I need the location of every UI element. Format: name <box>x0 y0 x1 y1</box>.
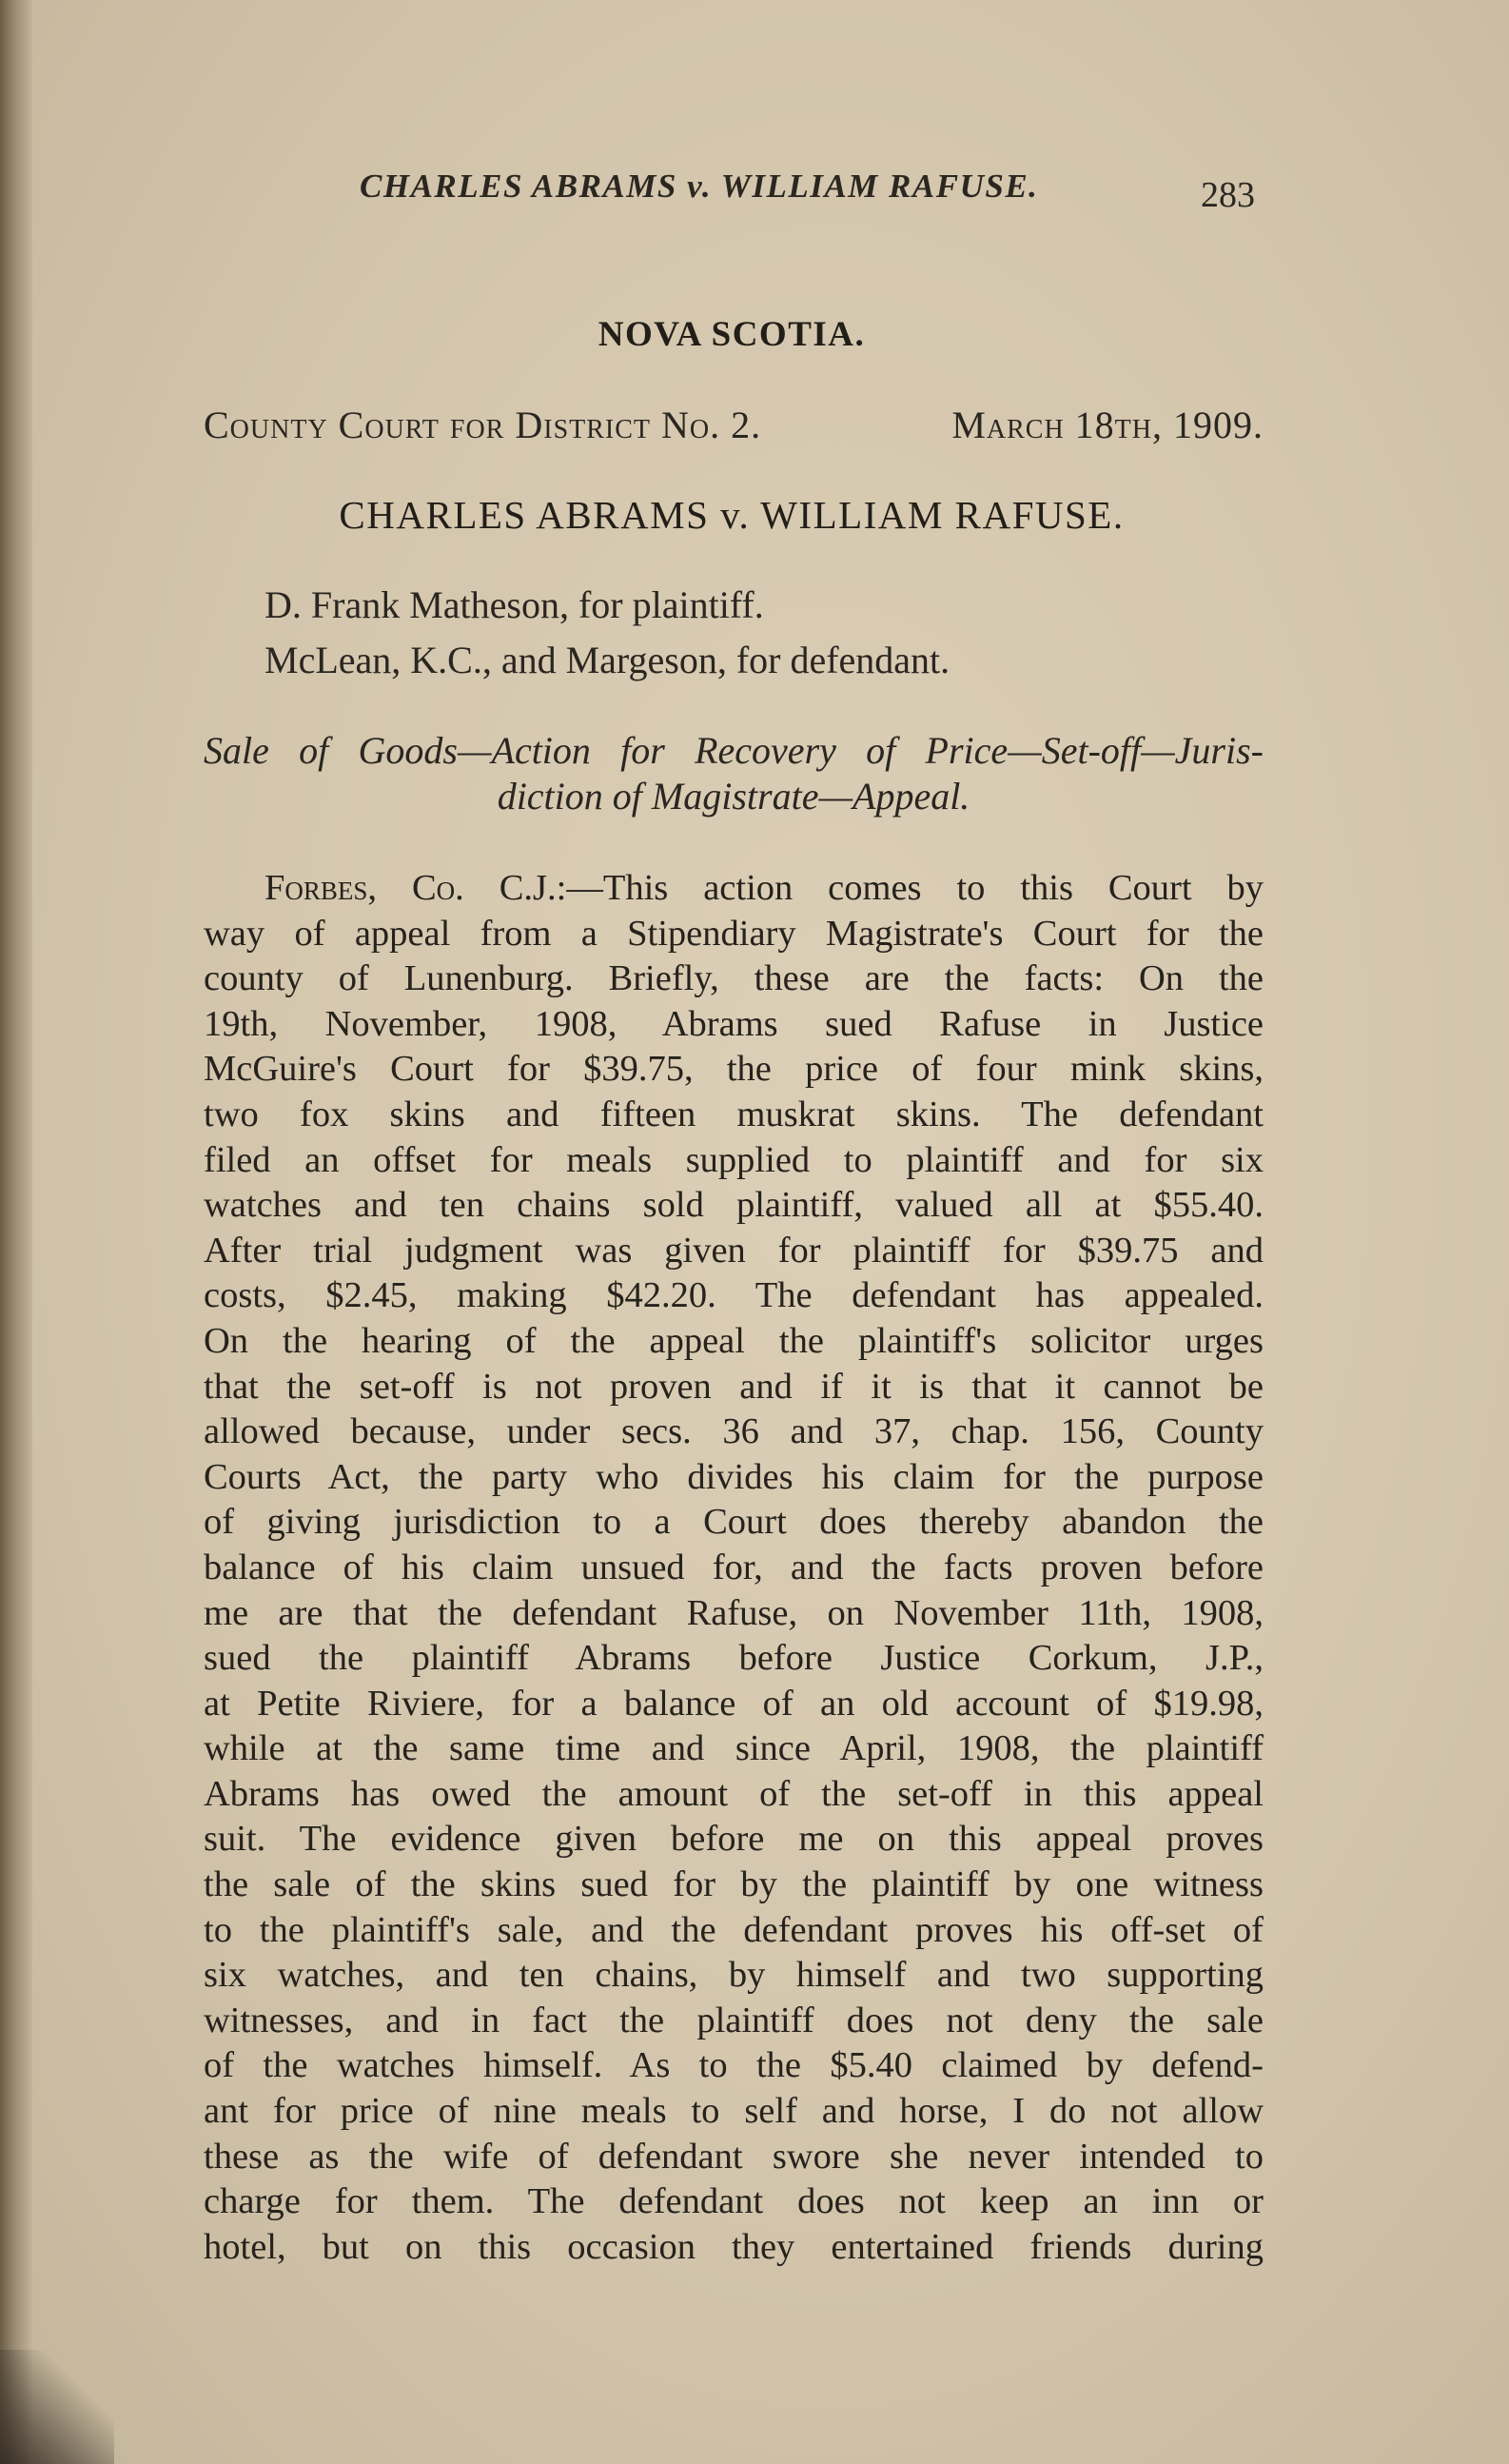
headnote-line: diction of Magistrate—Appeal. <box>497 775 970 818</box>
judgment-line <box>204 866 1264 912</box>
judgment-line: costs, $2.45, making $42.20. The defendant has appealed. <box>204 1275 1264 1316</box>
corner-shadow <box>0 2350 114 2464</box>
judgment-line: me are that the defendant Rafuse, on November 11th, 1908, <box>204 1592 1264 1633</box>
judgment-line: hotel, but on this occasion they entertained friends during <box>204 2226 1264 2267</box>
judgment-line: these as the wife of defendant swore she never intended to <box>204 2136 1264 2177</box>
judgment-line: at Petite Riviere, for a balance of an old account of $19.98, <box>204 1683 1264 1724</box>
judgment-line: sued the plaintiff Abrams before Justice Corkum, J.P., <box>204 1638 1264 1679</box>
book-spine-shadow <box>0 0 32 2464</box>
judgment-line: the sale of the skins sued for by the plaintiff by one witness <box>204 1864 1264 1905</box>
judgment-line: of the watches himself. As to the $5.40 claimed by defend- <box>204 2045 1264 2086</box>
judgment-line: of giving jurisdiction to a Court does thereby abandon the <box>204 1502 1264 1543</box>
judgment-line: On the hearing of the appeal the plaintiff's solicitor urges <box>204 1320 1264 1361</box>
judgment-line: charge for them. The defendant does not keep an inn or <box>204 2181 1264 2222</box>
judgment-line: six watches, and ten chains, by himself and two supporting <box>204 1955 1264 1996</box>
judgment-line: way of appeal from a Stipendiary Magistrate's Court for the <box>204 913 1264 954</box>
court-name: County Court for District No. 2. <box>204 404 762 446</box>
judgment-line-text: :—This action comes to this Court by <box>556 868 1264 908</box>
judgment-line: watches and ten chains sold plaintiff, valued all at $55.40. <box>204 1185 1264 1226</box>
judgment-line: McGuire's Court for $39.75, the price of four mink skins, <box>204 1049 1264 1090</box>
judgment-line: Abrams has owed the amount of the set-off in this appeal <box>204 1773 1264 1814</box>
judgment-line: two fox skins and fifteen muskrat skins. The defendant <box>204 1094 1264 1134</box>
judgment-line: allowed because, under secs. 36 and 37, chap. 156, County <box>204 1411 1264 1452</box>
judgment-line: filed an offset for meals supplied to plaintiff and for six <box>204 1139 1264 1180</box>
plaintiff-counsel: D. Frank Matheson, for plaintiff. <box>265 583 764 626</box>
court-line <box>204 403 1264 447</box>
judgment-line: witnesses, and in fact the plaintiff does not deny the sale <box>204 2000 1264 2040</box>
case-title: CHARLES ABRAMS v. WILLIAM RAFUSE. <box>339 493 1125 537</box>
judge-name: Forbes, Co. C.J. <box>265 868 557 908</box>
judgment-text <box>204 866 1264 2270</box>
headnote-line: Sale of Goods—Action for Recovery of Price—Set-off—Juris- <box>204 729 1264 772</box>
judgment-line: ant for price of nine meals to self and horse, I do not allow <box>204 2091 1264 2132</box>
judgment-line: 19th, November, 1908, Abrams sued Rafuse in Justice <box>204 1003 1264 1044</box>
headnote <box>204 728 1264 819</box>
judgment-line: county of Lunenburg. Briefly, these are the facts: On the <box>204 958 1264 999</box>
judgment-line: suit. The evidence given before me on this appeal proves <box>204 1819 1264 1860</box>
judgment-line: to the plaintiff's sale, and the defendant proves his off-set of <box>204 1909 1264 1950</box>
page-number: 283 <box>1201 175 1255 215</box>
judgment-line: while at the same time and since April, 1908, the plaintiff <box>204 1728 1264 1769</box>
judgment-line: that the set-off is not proven and if it is that it cannot be <box>204 1366 1264 1407</box>
judgment-line: After trial judgment was given for plaintiff for $39.75 and <box>204 1230 1264 1271</box>
jurisdiction-heading: NOVA SCOTIA. <box>598 315 866 354</box>
defendant-counsel: McLean, K.C., and Margeson, for defendant. <box>265 639 950 681</box>
running-head: CHARLES ABRAMS v. WILLIAM RAFUSE. <box>360 168 1039 205</box>
court-date: March 18th, 1909. <box>951 404 1264 446</box>
judgment-line: balance of his claim unsued for, and the facts proven before <box>204 1547 1264 1587</box>
judgment-line: Courts Act, the party who divides his claim for the purpose <box>204 1456 1264 1497</box>
